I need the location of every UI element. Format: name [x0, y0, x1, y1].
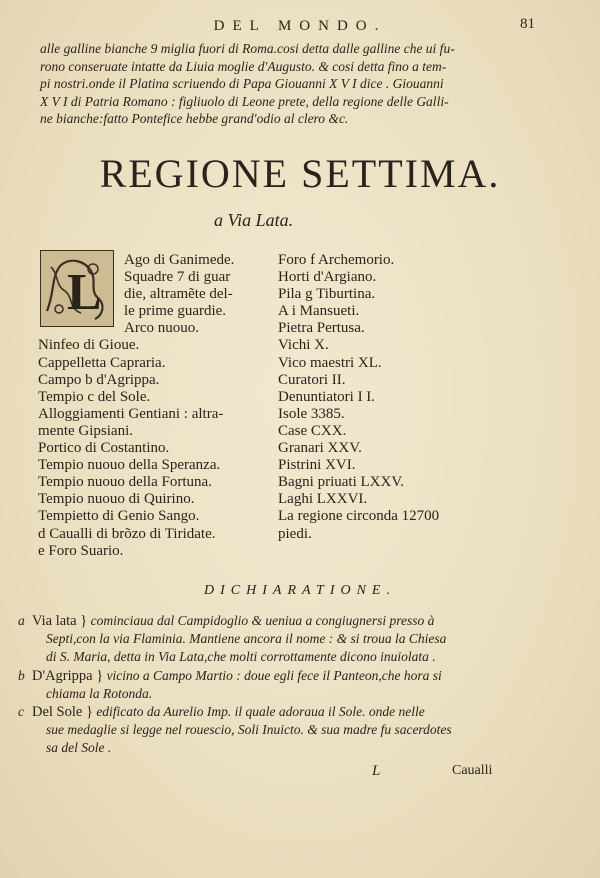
note-entry: [18, 667, 578, 703]
note-first-line: [32, 667, 578, 685]
list-item: Tempio nuouo della Speranza.: [38, 457, 221, 474]
note-continuation: di S. Maria, detta in Via Lata,che molti corrottamente dicono inuiolata .: [46, 649, 436, 665]
note-gloss: edificato da Aurelio Imp. il quale adoraua il Sole. onde nelle: [96, 704, 425, 720]
note-marker: a: [18, 613, 25, 628]
list-item: Vico maestri XL.: [278, 354, 382, 371]
list-item: Tempio c del Sole.: [38, 388, 151, 405]
chapter-title: REGIONE SETTIMA.: [99, 151, 501, 196]
list-item: Laghi LXXVI.: [278, 491, 368, 508]
note-entry: [18, 703, 578, 758]
list-item: Ago di Ganimede.: [124, 252, 235, 268]
note-gloss: vicino a Campo Martio : doue egli fece il Panteon,che hora si: [106, 667, 442, 683]
list-item: Cappelletta Capraria.: [38, 354, 166, 371]
intro-line: alle galline bianche 9 miglia fuori di Roma.cosi detta dalle galline che ui fu-: [40, 41, 455, 56]
list-item: Case CXX.: [278, 422, 347, 439]
intro-line: ne bianche:fatto Pontefice hebbe grand'odio al clero &c.: [40, 111, 349, 126]
left-column-list: [38, 252, 278, 560]
list-item: Pietra Pertusa.: [278, 320, 365, 337]
list-item: Portico di Costantino.: [38, 440, 170, 457]
note-continuation: sa del Sole .: [46, 740, 112, 756]
section-heading-dichiaratione: DICHIARATIONE.: [204, 583, 396, 598]
intro-line: pi nostri.onde il Platina scriuendo di Papa Giouanni X V I dice . Giouanni: [40, 76, 444, 91]
note-term: D'Agrippa }: [32, 667, 104, 684]
note-term: Via lata }: [32, 613, 88, 629]
note-entry: [18, 612, 578, 667]
list-item: Isole 3385.: [278, 405, 345, 422]
chapter-subtitle: a Via Lata.: [214, 210, 294, 230]
note-marker: b: [18, 667, 25, 683]
page-number: 81: [520, 16, 535, 32]
note-marker: c: [18, 704, 24, 720]
list-item: Vichi X.: [278, 337, 329, 354]
note-continuation: sue medaglie si legge nel rouescio, Soli Inuicto. & sua madre fu sacerdotes: [46, 722, 452, 738]
list-item: Tempietto di Genio Sango.: [38, 508, 200, 525]
note-first-line: [32, 612, 578, 630]
list-item: Ninfeo di Gioue.: [38, 337, 140, 354]
list-item: piedi.: [278, 525, 312, 542]
intro-paragraph: [40, 40, 560, 128]
list-item: La regione circonda 12700: [278, 508, 440, 525]
list-item: Tempio nuouo di Quirino.: [38, 491, 195, 508]
list-item: Horti d'Argiano.: [278, 269, 377, 286]
intro-line: X V I di Patria Romano : figliuolo di Leone prete, della regione delle Galli-: [40, 93, 449, 109]
annotation-notes: [18, 612, 578, 758]
note-first-line: [32, 703, 578, 721]
list-item: Denuntiatori I I.: [278, 388, 376, 405]
catchword: Caualli: [452, 763, 493, 778]
list-item: Arco nuouo.: [124, 320, 199, 337]
list-item: Pistrini XVI.: [278, 457, 356, 474]
list-item: Pila g Tiburtina.: [278, 286, 376, 303]
list-item: e Foro Suario.: [38, 542, 124, 559]
running-head: DEL MONDO.: [213, 18, 387, 34]
signature-mark: L: [372, 763, 381, 779]
list-item: le prime guardie.: [124, 303, 227, 320]
note-continuation: Septi,con la via Flaminia. Mantiene ancora il nome : & si troua la Chiesa: [46, 631, 447, 647]
svg-text:L: L: [67, 264, 102, 321]
note-term: Del Sole }: [32, 704, 93, 721]
list-item: die, altramẽte del-: [124, 286, 233, 303]
list-item: A i Mansueti.: [278, 303, 360, 320]
list-item: Tempio nuouo della Fortuna.: [38, 474, 212, 491]
list-item: Alloggiamenti Gentiani : altra-: [38, 405, 224, 422]
list-item: Bagni priuati LXXV.: [278, 474, 404, 491]
list-item: mente Gipsiani.: [38, 422, 133, 439]
list-item: Curatori II.: [278, 371, 346, 388]
intro-line: rono conseruate intatte da Liuia moglie d'Augusto. & cosi detta fino a tem-: [40, 58, 447, 74]
note-gloss: cominciaua dal Campidoglio & ueniua a congiugnersi presso à: [90, 613, 435, 628]
note-continuation: chiama la Rotonda.: [46, 685, 153, 701]
list-item: Granari XXV.: [278, 440, 362, 457]
list-item: d Caualli di brõzo di Tiridate.: [38, 525, 216, 542]
list-item: Foro f Archemorio.: [278, 252, 395, 268]
right-column-list: [278, 252, 528, 543]
list-item: Campo b d'Agrippa.: [38, 371, 160, 388]
list-item: Squadre 7 di guar: [124, 269, 231, 286]
